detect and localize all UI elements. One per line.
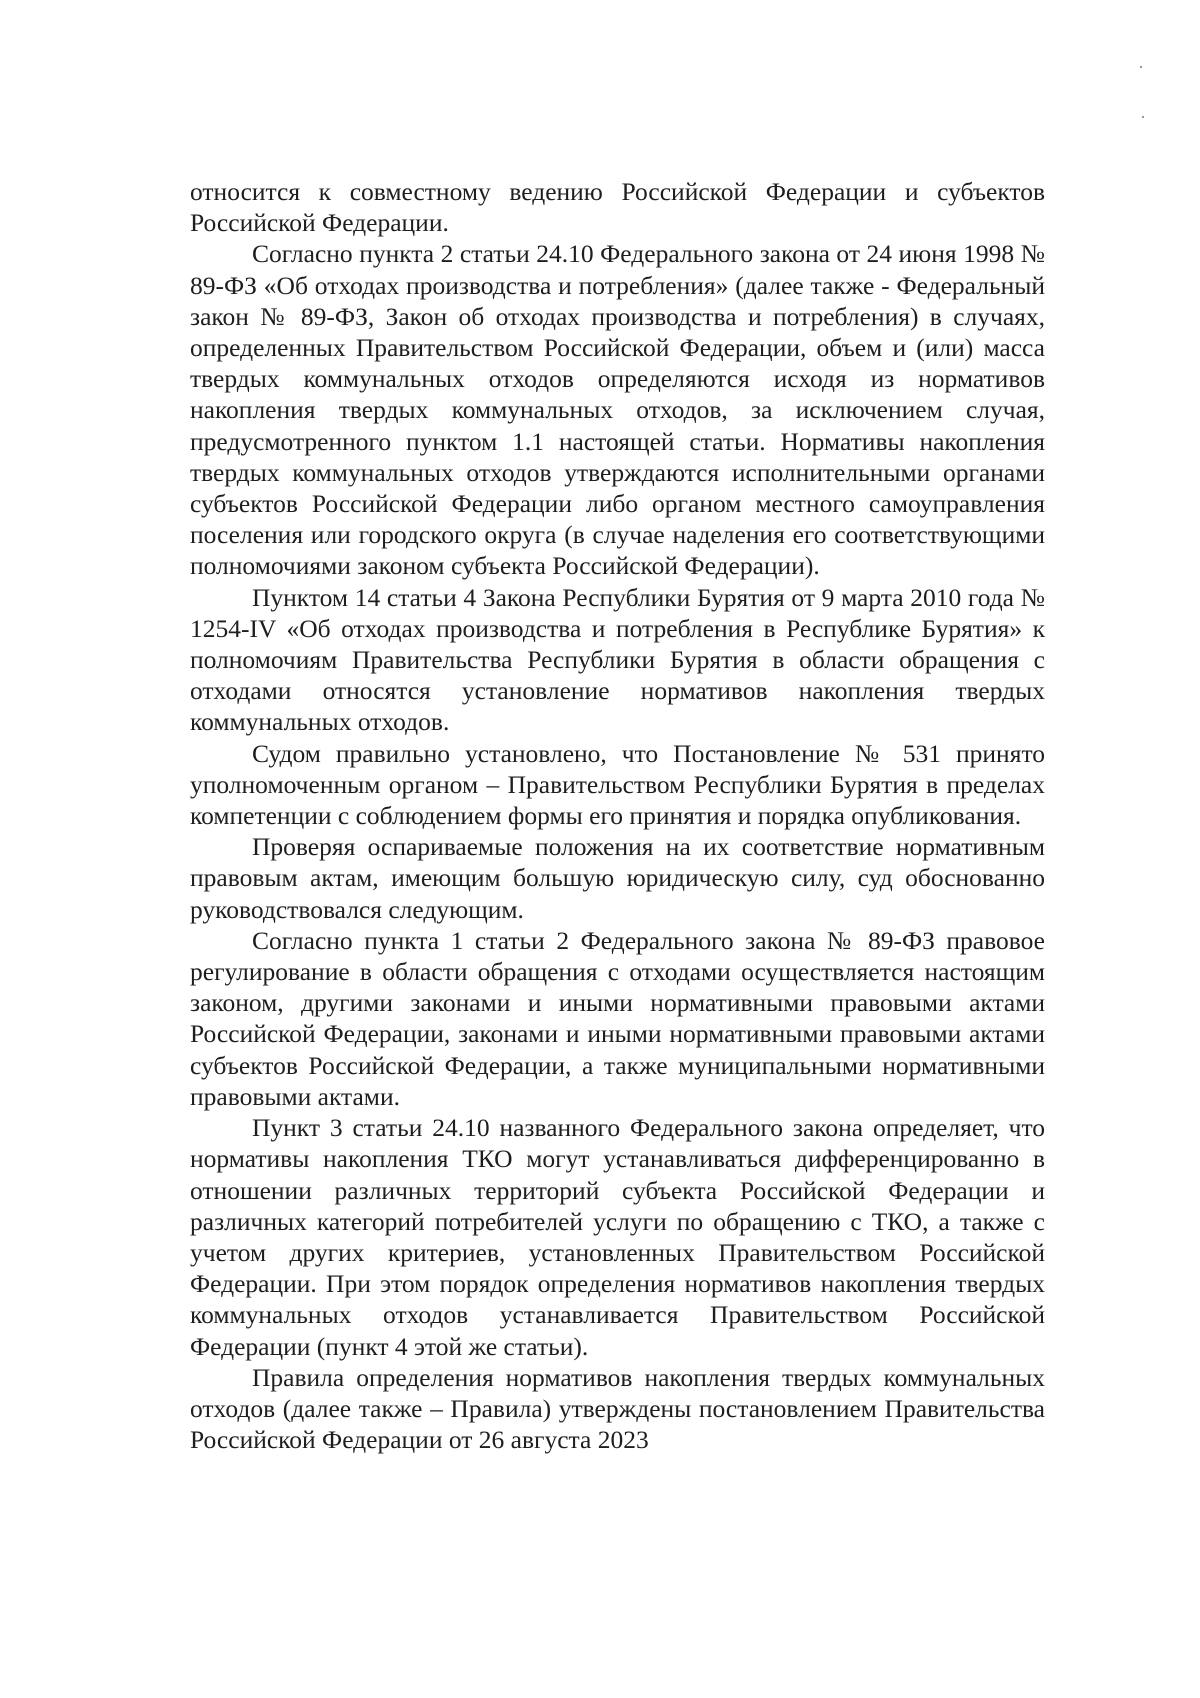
paragraph-continuation: относится к совместному ведению Российской Федерации и субъектов Российской Федерации. xyxy=(190,177,1045,238)
paragraph: Судом правильно установлено, что Постановление № 531 принято уполномоченным органом – Правительством Республики Бурятия в пределах компетенции с соблюдением формы его принятия и порядка опубликования. xyxy=(190,738,1045,831)
paragraph: Пункт 3 статьи 24.10 названного Федерального закона определяет, что нормативы накопления ТКО могут устанавливаться дифференцированно в отношении различных территорий субъекта Российской Федерации и различных категорий потребителей услуги по обращению с ТКО, а также с учетом других критериев, установленных Правительством Российской Федерации. При этом порядок определения нормативов накопления твердых коммунальных отходов устанавливается Правительством Российской Федерации (пункт 4 этой же статьи). xyxy=(190,1113,1045,1361)
scan-speck xyxy=(1140,66,1142,68)
scan-speck xyxy=(1142,116,1144,118)
document-body xyxy=(190,176,1045,1455)
paragraph: Правила определения нормативов накопления твердых коммунальных отходов (далее также – Правила) утверждены постановлением Правительства Российской Федерации от 26 августа 2023 xyxy=(190,1362,1045,1455)
paragraph: Пунктом 14 статьи 4 Закона Республики Бурятия от 9 марта 2010 года № 1254-IV «Об отходах производства и потребления в Республике Бурятия» к полномочиям Правительства Республики Бурятия в области обращения с отходами относятся установление нормативов накопления твердых коммунальных отходов. xyxy=(190,582,1045,737)
paragraph: Согласно пункта 1 статьи 2 Федерального закона № 89-ФЗ правовое регулирование в области обращения с отходами осуществляется настоящим законом, другими законами и иными нормативными правовыми актами Российской Федерации, законами и иными нормативными правовыми актами субъектов Российской Федерации, а также муниципальными нормативными правовыми актами. xyxy=(190,925,1045,1111)
paragraph: Согласно пункта 2 статьи 24.10 Федерального закона от 24 июня 1998 № 89-ФЗ «Об отходах производства и потребления» (далее также - Федеральный закон № 89-ФЗ, Закон об отходах производства и потребления) в случаях, определенных Правительством Российской Федерации, объем и (или) масса твердых коммунальных отходов определяются исходя из нормативов накопления твердых коммунальных отходов, за исключением случая, предусмотренного пунктом 1.1 настоящей статьи. Нормативы накопления твердых коммунальных отходов утверждаются исполнительными органами субъектов Российской Федерации либо органом местного самоуправления поселения или городского округа (в случае наделения его соответствующими полномочиями законом субъекта Российской Федерации). xyxy=(190,239,1045,581)
paragraph: Проверяя оспариваемые положения на их соответствие нормативным правовым актам, имеющим большую юридическую силу, суд обоснованно руководствовался следующим. xyxy=(190,832,1045,924)
